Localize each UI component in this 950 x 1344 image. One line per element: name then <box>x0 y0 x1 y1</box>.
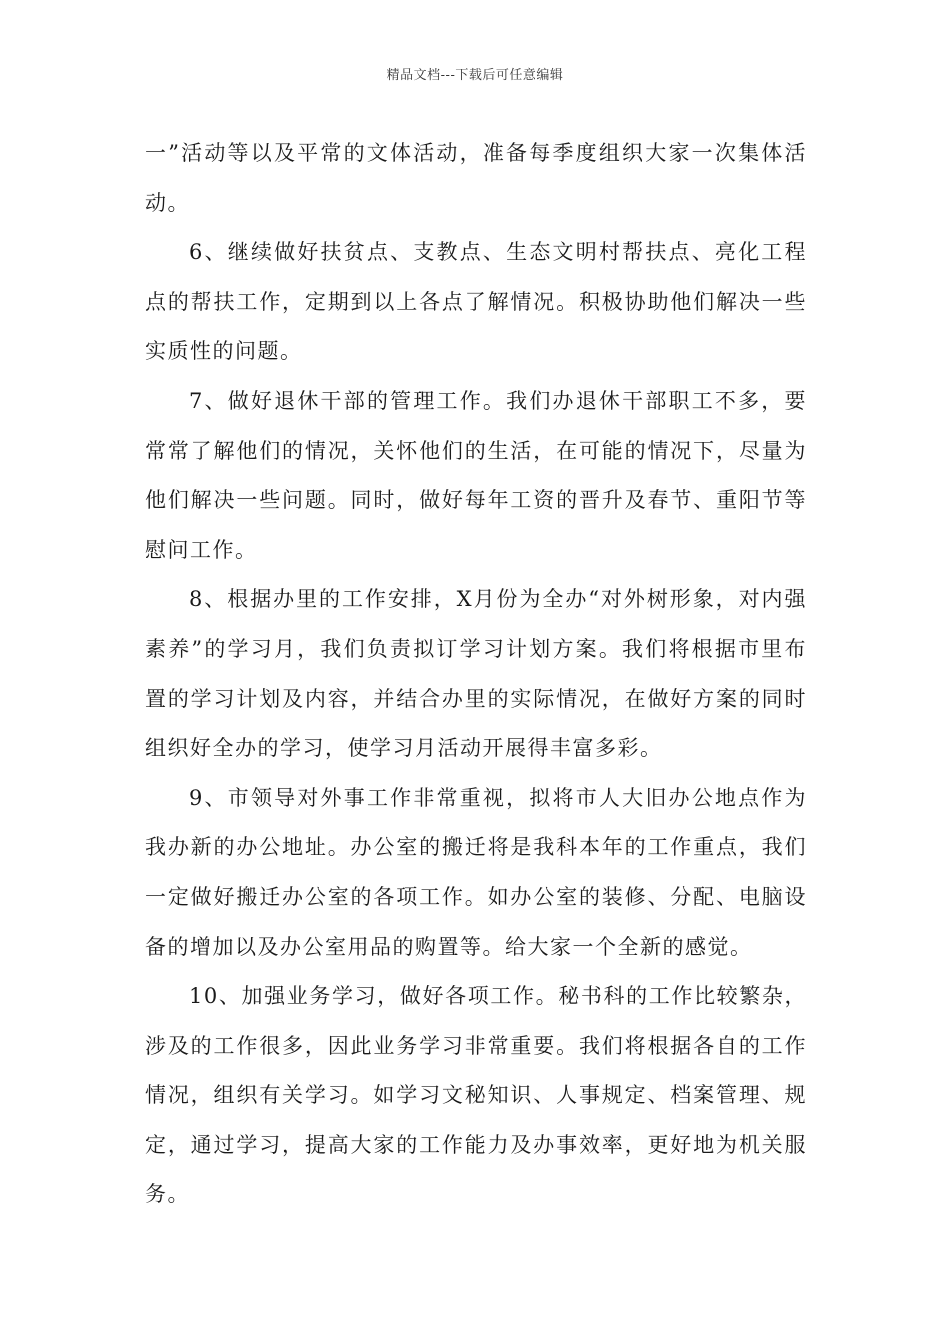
paragraph-item-9: 9、市领导对外事工作非常重视，拟将市人大旧办公地点作为我办新的办公地址。办公室的搬迁将是我科本年的工作重点，我们一定做好搬迁办公室的各项工作。如办公室的装修、分配、电脑设备的增加以及办公室用品的购置等。给大家一个全新的感觉。 <box>145 785 807 959</box>
page-header: 精品文档---下载后可任意编辑 <box>386 68 564 83</box>
paragraph-item-10: 10、加强业务学习，做好各项工作。秘书科的工作比较繁杂，涉及的工作很多，因此业务学习非常重要。我们将根据各自的工作情况，组织有关学习。如学习文秘知识、人事规定、档案管理、规定，通过学习，提高大家的工作能力及办事效率，更好地为机关服务。 <box>145 984 807 1207</box>
paragraph-item-7: 7、做好退休干部的管理工作。我们办退休干部职工不多，要常常了解他们的情况，关怀他们的生活，在可能的情况下，尽量为他们解决一些问题。同时，做好每年工资的晋升及春节、重阳节等慰问工作。 <box>145 388 807 562</box>
document-body <box>145 129 807 1220</box>
paragraph-item-8: 8、根据办里的工作安排，X月份为全办“对外树形象，对内强素养”的学习月，我们负责拟订学习计划方案。我们将根据市里布置的学习计划及内容，并结合办里的实际情况，在做好方案的同时组织好全办的学习，使学习月活动开展得丰富多彩。 <box>145 587 807 761</box>
paragraph-continuation: 一”活动等以及平常的文体活动，准备每季度组织大家一次集体活动。 <box>145 141 807 215</box>
paragraph-item-6: 6、继续做好扶贫点、支教点、生态文明村帮扶点、亮化工程点的帮扶工作，定期到以上各点了解情况。积极协助他们解决一些实质性的问题。 <box>145 240 807 364</box>
